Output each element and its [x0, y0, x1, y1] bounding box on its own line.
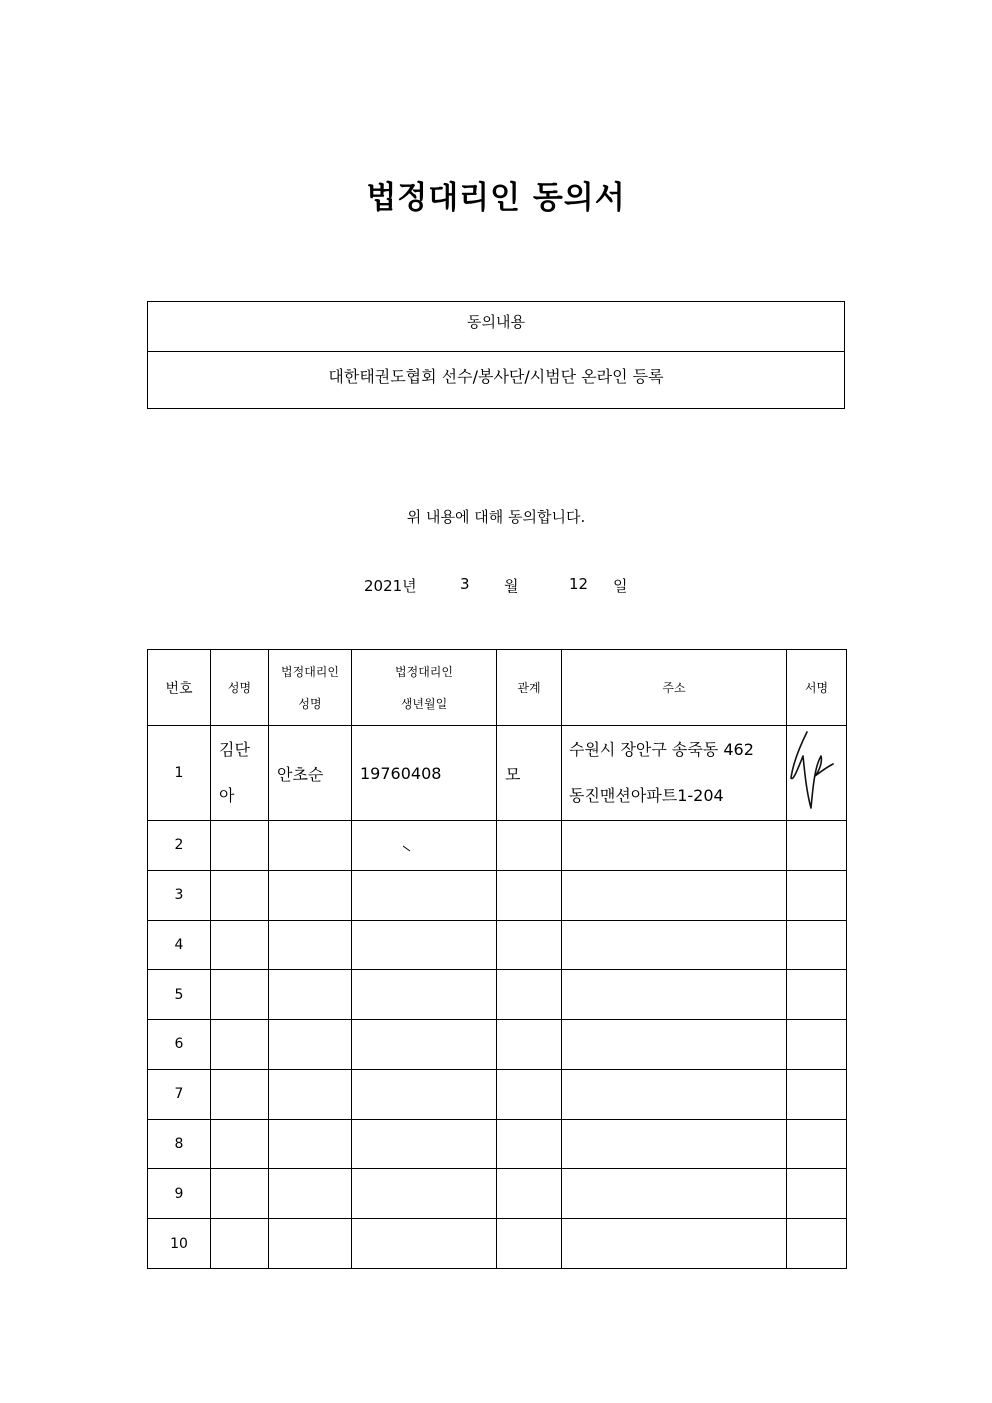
header-no: 번호 [148, 650, 211, 726]
row-no: 2 [148, 821, 211, 871]
row-no: 9 [148, 1169, 211, 1219]
table-row [148, 1020, 847, 1070]
header-relation: 관계 [497, 650, 562, 726]
table-row [148, 1069, 847, 1119]
row-no: 4 [148, 920, 211, 970]
table-row [148, 870, 847, 920]
agreement-statement: 위 내용에 대해 동의합니다. [406, 508, 586, 526]
date-month-unit: 월 [504, 577, 519, 595]
header-guardian-birth-line1: 법정대리인 [395, 664, 453, 679]
row-no: 7 [148, 1069, 211, 1119]
row-address-line1: 수원시 장안구 송죽동 462 [569, 740, 754, 759]
document-title: 법정대리인 동의서 [366, 180, 626, 216]
row-no: 5 [148, 970, 211, 1020]
row-name [211, 726, 269, 821]
date-year: 2021년 [364, 577, 417, 595]
table-row [148, 970, 847, 1020]
handwritten-signature [787, 726, 847, 820]
consent-heading: 동의내용 [148, 302, 844, 352]
row-guardian-birth: 19760408 [352, 726, 497, 821]
guardian-table [147, 649, 847, 1269]
row-no: 8 [148, 1119, 211, 1169]
date-day: 12 [569, 575, 589, 593]
table-header-row [148, 650, 847, 726]
header-guardian-birth [352, 650, 497, 726]
row-no: 6 [148, 1020, 211, 1070]
table-row [148, 1169, 847, 1219]
header-signature: 서명 [787, 650, 847, 726]
row-name-line1: 김단 [219, 740, 250, 759]
header-guardian-name [269, 650, 352, 726]
table-row [148, 726, 847, 821]
row-no: 3 [148, 870, 211, 920]
row-signature [787, 726, 847, 821]
stray-mark [402, 845, 412, 853]
table-row [148, 1219, 847, 1269]
row-address-line2: 동진맨션아파트1-204 [569, 786, 724, 805]
date-month: 3 [460, 575, 470, 593]
table-row [148, 821, 847, 871]
date-day-unit: 일 [613, 577, 628, 595]
header-name: 성명 [211, 650, 269, 726]
row-name-line2: 아 [219, 786, 235, 805]
header-guardian-name-line2: 성명 [298, 696, 322, 711]
header-address: 주소 [562, 650, 787, 726]
row-relation: 모 [497, 726, 562, 821]
consent-box [147, 301, 845, 409]
header-guardian-birth-line2: 생년월일 [400, 696, 448, 711]
row-guardian-name: 안초순 [269, 726, 352, 821]
table-row [148, 920, 847, 970]
consent-content: 대한태권도협회 선수/봉사단/시범단 온라인 등록 [328, 367, 664, 386]
table-row [148, 1119, 847, 1169]
header-guardian-name-line1: 법정대리인 [281, 664, 339, 679]
row-no: 10 [148, 1219, 211, 1269]
row-no: 1 [148, 726, 211, 821]
row-address [562, 726, 787, 821]
